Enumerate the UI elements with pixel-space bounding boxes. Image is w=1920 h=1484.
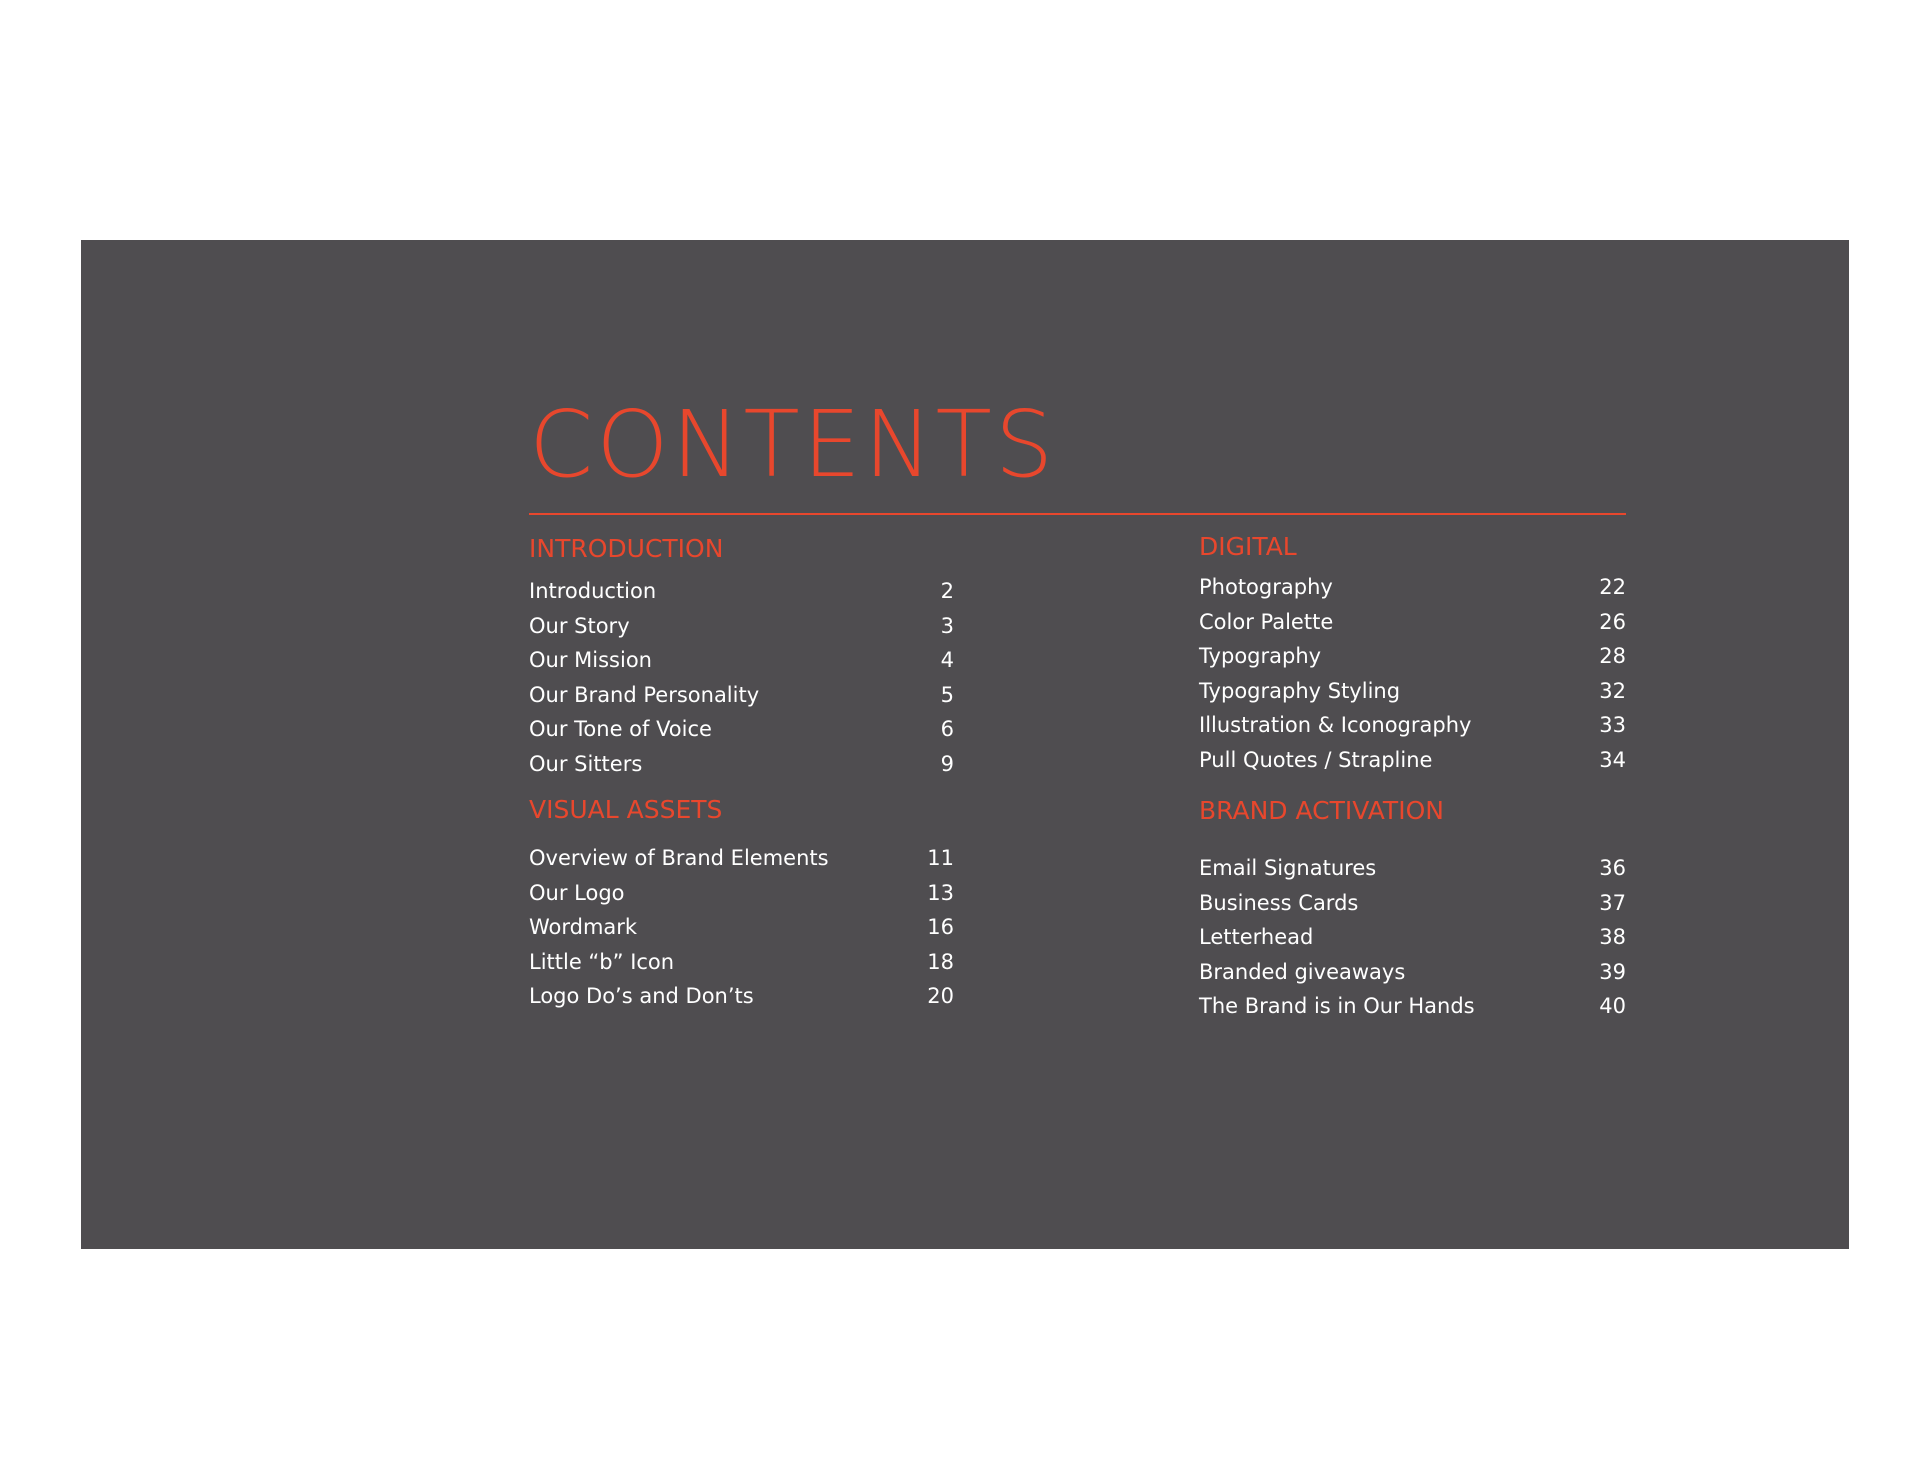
toc-entry-wordmark[interactable] [529,912,954,942]
toc-entry-overview-of-brand-elements[interactable] [529,843,954,873]
toc-entry-page: 9 [940,752,954,776]
toc-entry-page: 40 [1599,994,1626,1018]
toc-entry-pull-quotes-strapline[interactable] [1199,745,1626,775]
toc-entry-logo-dos-and-donts[interactable] [529,981,954,1011]
toc-entry-label: Our Tone of Voice [529,717,712,741]
toc-entry-label: Color Palette [1199,610,1334,634]
toc-entry-introduction[interactable] [529,576,954,606]
toc-entry-page: 37 [1599,891,1626,915]
toc-entry-label: Wordmark [529,915,638,939]
toc-entry-typography-styling[interactable] [1199,676,1626,706]
toc-entry-page: 39 [1599,960,1626,984]
toc-entry-label: Our Story [529,614,630,638]
toc-entry-our-story[interactable] [529,611,954,641]
toc-entry-page: 34 [1599,748,1626,772]
toc-entry-label: Illustration & Iconography [1199,713,1472,737]
toc-entry-page: 18 [927,950,954,974]
toc-entry-page: 2 [940,579,954,603]
toc-entry-photography[interactable] [1199,572,1626,602]
toc-entry-page: 16 [927,915,954,939]
toc-entry-label: Branded giveaways [1199,960,1406,984]
toc-entry-label: Logo Do’s and Don’ts [529,984,754,1008]
toc-entry-page: 3 [940,614,954,638]
page-title: CONTENTS [529,391,1057,498]
toc-entry-label: The Brand is in Our Hands [1199,994,1475,1018]
toc-entry-little-b-icon[interactable] [529,947,954,977]
toc-entry-branded-giveaways[interactable] [1199,957,1626,987]
toc-entry-typography[interactable] [1199,641,1626,671]
toc-entry-page: 38 [1599,925,1626,949]
toc-entry-label: Pull Quotes / Strapline [1199,748,1433,772]
toc-entry-illustration-iconography[interactable] [1199,710,1626,740]
toc-entry-page: 6 [940,717,954,741]
section-heading-brand-activation: BRAND ACTIVATION [1199,796,1444,825]
toc-entry-page: 11 [927,846,954,870]
toc-entry-page: 4 [940,648,954,672]
toc-entry-label: Little “b” Icon [529,950,675,974]
toc-entry-page: 26 [1599,610,1626,634]
toc-entry-label: Email Signatures [1199,856,1377,880]
toc-entry-letterhead[interactable] [1199,922,1626,952]
toc-entry-page: 33 [1599,713,1626,737]
toc-entry-label: Typography Styling [1199,679,1401,703]
toc-entry-label: Business Cards [1199,891,1359,915]
section-heading-introduction: INTRODUCTION [529,534,724,563]
toc-entry-label: Our Logo [529,881,625,905]
toc-entry-page: 5 [940,683,954,707]
toc-entry-label: Introduction [529,579,657,603]
toc-entry-our-mission[interactable] [529,645,954,675]
section-heading-visual-assets: VISUAL ASSETS [529,795,723,824]
toc-entry-business-cards[interactable] [1199,888,1626,918]
toc-entry-page: 36 [1599,856,1626,880]
section-heading-digital: DIGITAL [1199,532,1297,561]
toc-entry-page: 20 [927,984,954,1008]
toc-entry-our-tone-of-voice[interactable] [529,714,954,744]
toc-entry-page: 22 [1599,575,1626,599]
toc-entry-brand-in-our-hands[interactable] [1199,991,1626,1021]
toc-entry-our-brand-personality[interactable] [529,680,954,710]
toc-entry-email-signatures[interactable] [1199,853,1626,883]
toc-entry-label: Our Brand Personality [529,683,760,707]
toc-entry-label: Our Sitters [529,752,643,776]
toc-entry-page: 28 [1599,644,1626,668]
toc-entry-label: Overview of Brand Elements [529,846,829,870]
toc-entry-label: Typography [1199,644,1322,668]
toc-entry-label: Photography [1199,575,1333,599]
title-divider [529,513,1626,515]
toc-entry-label: Our Mission [529,648,652,672]
toc-entry-page: 13 [927,881,954,905]
toc-entry-color-palette[interactable] [1199,607,1626,637]
toc-entry-our-logo[interactable] [529,878,954,908]
toc-entry-page: 32 [1599,679,1626,703]
toc-entry-label: Letterhead [1199,925,1314,949]
toc-entry-our-sitters[interactable] [529,749,954,779]
